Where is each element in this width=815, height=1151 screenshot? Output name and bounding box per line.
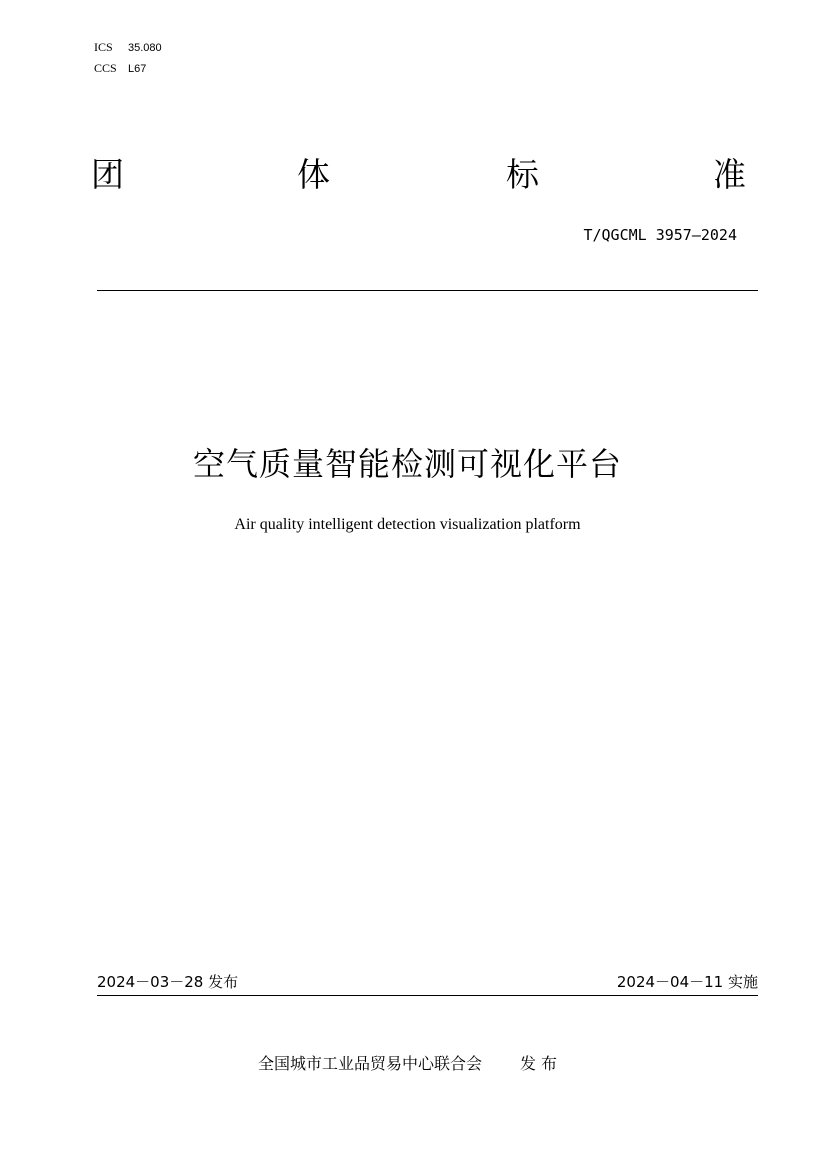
ccs-value: L67 — [128, 63, 147, 75]
bottom-divider — [97, 995, 758, 996]
title-english: Air quality intelligent detection visualization platform — [234, 516, 581, 533]
top-divider — [97, 290, 758, 291]
ics-label: ICS — [94, 40, 113, 54]
ccs-code — [94, 61, 146, 76]
issue-date: 2024－03－28 发布 — [97, 973, 239, 991]
implementation-date: 2024－04－11 实施 — [616, 973, 758, 991]
publisher-action: 发 布 — [519, 1054, 558, 1073]
publisher-name: 全国城市工业品贸易中心联合会 — [257, 1054, 482, 1073]
standard-type-char-4: 准 — [713, 155, 746, 194]
standard-type-char-1: 团 — [91, 155, 124, 194]
ccs-label: CCS — [94, 61, 117, 75]
standard-type-char-3: 标 — [506, 155, 539, 194]
title-chinese: 空气质量智能检测可视化平台 — [192, 445, 622, 483]
ics-code — [94, 40, 162, 55]
standard-type-char-2: 体 — [297, 155, 330, 194]
standard-number: T/QGCML 3957—2024 — [583, 226, 737, 244]
publisher — [0, 1053, 815, 1075]
ics-value: 35.080 — [128, 42, 162, 54]
